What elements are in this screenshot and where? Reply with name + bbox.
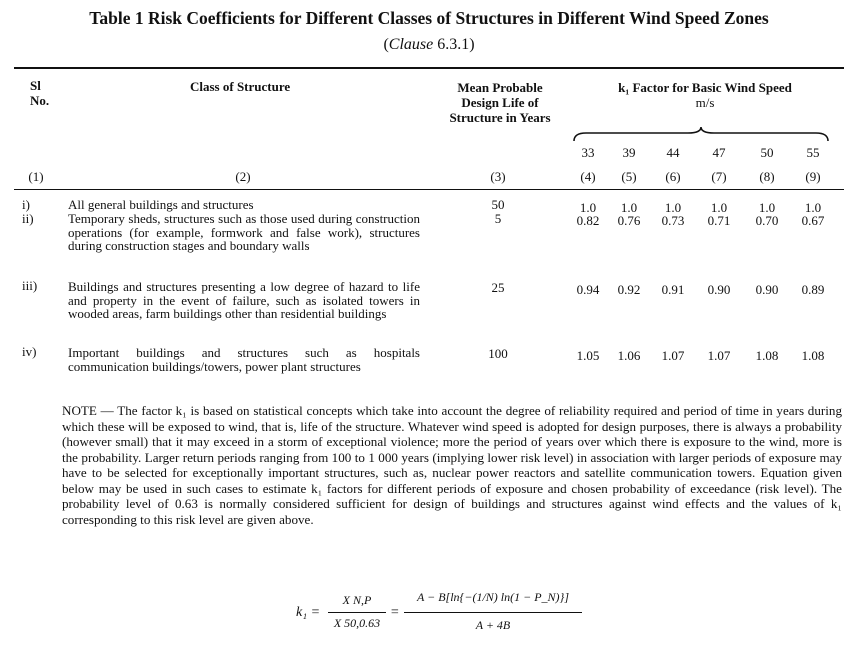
note-paragraph: NOTE — The factor k₁ is based on statistical concepts which take into account the degree of reliability required and period of time in years during which these will be exposed to wind, that is, life of the structure. Whatever wind speed is adopted for design purposes, there is always a probability (however small) that it may exceed in a storm of exceptional violence; more the period of years over which there is exposure to the wind, more is the probability. Larger return periods ranging from 100 to 1 000 years (implying lower risk level) in association with larger periods of exposure may have to be selected for exceptionally important structures, such as, nuclear power reactors and satellite communication towers. Equation given below may be used in such cases to estimate k₁ factors for different periods of exposure and chosen probability of exceedance (risk level). The probability level of 0.63 is normally considered sufficient for design of buildings and structures against wind effects and the values of k₁ corresponding to this risk level are given above. — [62, 403, 842, 527]
row-k-33: 1.0 — [579, 200, 597, 215]
row-k-39: 0.76 — [617, 213, 641, 228]
formula-frac1-den: X 50,0.63 — [333, 616, 381, 630]
clause-number: 6.3.1 — [437, 36, 470, 53]
row-k-47: 1.07 — [707, 348, 731, 363]
table-title: Table 1 Risk Coefficients for Different Classes of Structures in Different Wind Speed Zones — [89, 8, 769, 28]
table-top-rule — [14, 67, 844, 69]
formula-frac2-den: A + 4B — [475, 618, 511, 632]
row-k-47: 0.71 — [707, 213, 731, 228]
formula-eq: = — [390, 605, 400, 620]
col-num-6: (6) — [665, 169, 681, 184]
header-life-line1: Mean Probable — [457, 80, 543, 95]
row-k-47: 0.90 — [707, 282, 731, 297]
col-num-7: (7) — [711, 169, 727, 184]
row-sl: ii) — [22, 211, 34, 226]
col-num-8: (8) — [759, 169, 775, 184]
row-k-50: 1.08 — [755, 348, 779, 363]
row-class: Temporary sheds, structures such as those used during construction operations (for example, formwork and false work), structures during construction stages and boundary walls — [68, 211, 420, 253]
row-k-33: 0.82 — [576, 213, 600, 228]
wind-speed-39: 39 — [622, 145, 636, 160]
header-k1-line1: k₁ Factor for Basic Wind Speed — [618, 80, 792, 95]
formula-frac1-bar — [328, 612, 386, 613]
row-k-55: 1.0 — [804, 200, 822, 215]
row-life: 5 — [494, 211, 502, 226]
row-k-55: 0.89 — [801, 282, 825, 297]
row-k-50: 0.90 — [755, 282, 779, 297]
row-k-44: 1.07 — [661, 348, 685, 363]
row-k-39: 1.0 — [620, 200, 638, 215]
row-k-39: 0.92 — [617, 282, 641, 297]
header-life-line3: Structure in Years — [449, 110, 551, 125]
row-k-33: 0.94 — [576, 282, 600, 297]
row-k-55: 0.67 — [801, 213, 825, 228]
header-sl — [30, 78, 49, 108]
formula — [296, 585, 586, 645]
formula-frac2-num: A − B[ln{−(1/N) ln(1 − P_N)}] — [417, 590, 569, 604]
row-k-44: 0.91 — [661, 282, 685, 297]
formula-lhs: k₁ = — [296, 605, 321, 620]
row-k-50: 0.70 — [755, 213, 779, 228]
col-num-2: (2) — [235, 169, 251, 184]
header-k1 — [580, 80, 830, 110]
row-k-44: 1.0 — [664, 200, 682, 215]
header-k1-line2: m/s — [695, 95, 715, 110]
row-k-44: 0.73 — [661, 213, 685, 228]
col-num-5: (5) — [621, 169, 637, 184]
col-num-3: (3) — [490, 169, 506, 184]
row-k-55: 1.08 — [801, 348, 825, 363]
row-life: 25 — [491, 280, 505, 295]
header-sl-line1: Sl — [30, 78, 41, 93]
row-class: Buildings and structures presenting a low degree of hazard to life and property in the event of failure, such as isolated towers in wooded areas, farm buildings other than residential buildings — [68, 279, 420, 321]
header-sl-line2: No. — [30, 93, 50, 108]
header-life — [430, 80, 570, 125]
col-num-1: (1) — [28, 169, 44, 184]
formula-frac2-bar — [404, 612, 582, 613]
wind-speed-55: 55 — [806, 145, 820, 160]
wind-speed-33: 33 — [581, 145, 595, 160]
row-class: All general buildings and structures — [68, 197, 254, 212]
row-sl: iii) — [22, 278, 38, 293]
col-num-9: (9) — [805, 169, 821, 184]
row-k-47: 1.0 — [710, 200, 728, 215]
row-sl: i) — [22, 197, 30, 212]
formula-frac1-num: X N,P — [342, 593, 372, 607]
clause-reference: (Clause 6.3.1) — [383, 36, 475, 53]
row-life: 100 — [488, 346, 508, 361]
header-life-line2: Design Life of — [461, 95, 539, 110]
row-k-39: 1.06 — [617, 348, 641, 363]
wind-speed-44: 44 — [666, 145, 680, 160]
clause-word: Clause — [388, 36, 434, 53]
wind-speed-47: 47 — [712, 145, 726, 160]
header-bottom-rule — [14, 189, 844, 190]
row-k-50: 1.0 — [758, 200, 776, 215]
row-k-33: 1.05 — [576, 348, 600, 363]
row-life: 50 — [491, 197, 505, 212]
k1-brace — [572, 126, 830, 142]
wind-speed-50: 50 — [760, 145, 774, 160]
row-sl: iv) — [22, 344, 37, 359]
col-num-4: (4) — [580, 169, 596, 184]
header-class: Class of Structure — [190, 79, 291, 94]
row-class: Important buildings and structures such as hospitals communication buildings/towers, power plant structures — [68, 345, 420, 374]
